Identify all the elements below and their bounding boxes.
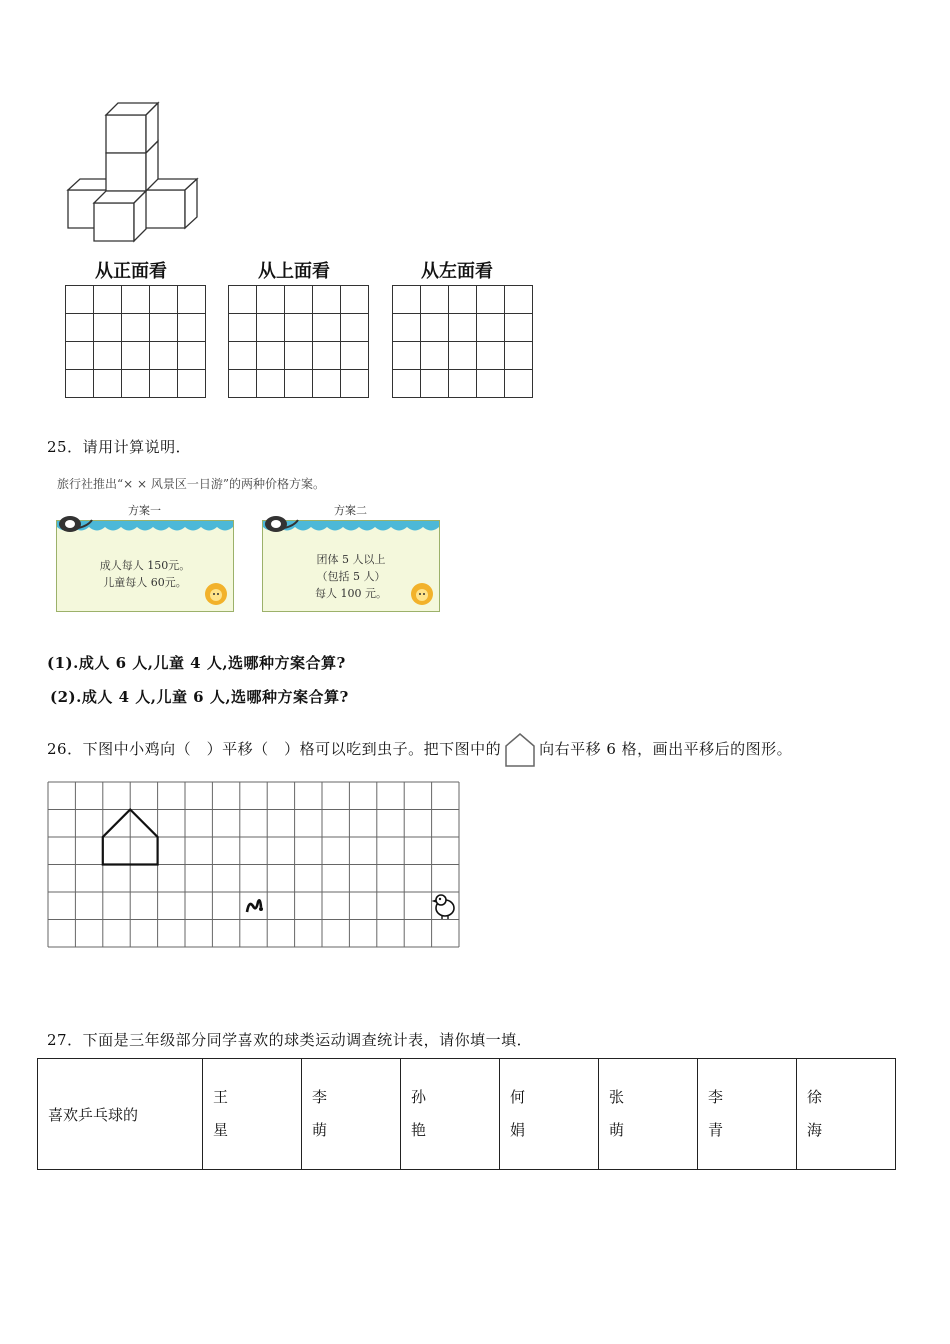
worm-icon	[247, 900, 263, 912]
q26-text-before: 26．下图中小鸡向（ ）平移（ ）格可以吃到虫子。把下图中的	[47, 740, 502, 758]
plan2-line-1: 团体 5 人以上	[316, 553, 386, 566]
plan1-label: 方案一	[128, 504, 161, 517]
house-shape-icon	[503, 732, 537, 768]
snail-icon	[56, 512, 94, 534]
student-cell: 张 萌	[599, 1059, 698, 1170]
view-label-left: 从左面看	[421, 261, 493, 282]
plan1-line-1: 成人每人 150元。	[99, 559, 191, 572]
grid-front-view[interactable]	[65, 285, 206, 398]
plan1-line-2: 儿童每人 60元。	[103, 576, 187, 589]
student-cell: 李 萌	[302, 1059, 401, 1170]
survey-table	[37, 1058, 896, 1170]
q25-sub1: (1).成人 6 人,儿童 4 人,选哪种方案合算?	[47, 654, 346, 672]
student-cell: 徐 海	[797, 1059, 896, 1170]
q25-title: 25．请用计算说明．	[47, 438, 192, 456]
grid-left-view[interactable]	[392, 285, 533, 398]
grid-top-view[interactable]	[228, 285, 369, 398]
plan2-label: 方案二	[334, 504, 367, 517]
student-cell: 李 青	[698, 1059, 797, 1170]
lion-icon	[409, 581, 435, 607]
chick-icon	[433, 895, 454, 919]
q27-title: 27．下面是三年级部分同学喜欢的球类运动调查统计表，请你填一填．	[47, 1031, 533, 1049]
lion-icon	[203, 581, 229, 607]
snail-icon	[262, 512, 300, 534]
translation-grid[interactable]	[46, 780, 462, 952]
q26-text-after: 向右平移 6 格，画出平移后的图形。	[539, 740, 793, 758]
table-row	[38, 1059, 896, 1170]
cube-figure	[60, 95, 205, 245]
view-label-top: 从上面看	[258, 261, 330, 282]
student-cell: 孙 艳	[401, 1059, 500, 1170]
student-cell: 王 星	[203, 1059, 302, 1170]
table-header-cell: 喜欢乒乓球的	[38, 1059, 203, 1170]
q25-sub2: (2).成人 4 人,儿童 6 人,选哪种方案合算?	[50, 688, 349, 706]
plan2-line-3: 每人 100 元。	[315, 587, 387, 600]
view-label-front: 从正面看	[95, 261, 167, 282]
plan2-line-2: （包括 5 人）	[316, 570, 386, 583]
q25-intro: 旅行社推出“× × 风景区一日游”的两种价格方案。	[57, 477, 326, 491]
q26-text	[47, 732, 792, 768]
student-cell: 何 娟	[500, 1059, 599, 1170]
